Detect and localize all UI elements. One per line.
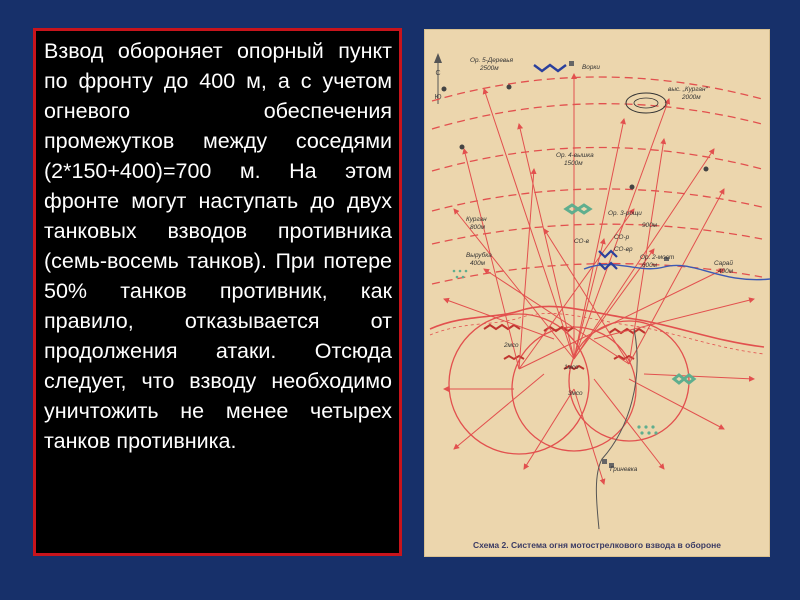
- label-or5-dist: 2500м: [480, 65, 499, 72]
- enemy-position-icon: [534, 65, 566, 71]
- text-panel: [33, 28, 402, 556]
- label-so-p: СО-р: [614, 234, 630, 241]
- north-mark: С: [435, 70, 441, 77]
- label-or4-dist: 1500м: [564, 160, 583, 167]
- label-or2-dist: 600м: [642, 262, 658, 269]
- south-mark: Ю: [434, 94, 442, 101]
- label-or4: Ор. 4-вышка: [556, 152, 594, 159]
- label-kurgan-high-dist: 2000м: [682, 94, 701, 101]
- label-vyrubka: Вырубка: [466, 252, 492, 259]
- label-vorki: Ворки: [582, 64, 600, 71]
- scheme-caption: Схема 2. Система огня мотострелкового взвода в обороне: [472, 540, 722, 550]
- road: [596, 329, 637, 529]
- label-grinevka: Гриневка: [610, 466, 638, 473]
- label-pos3: 3мсо: [568, 390, 583, 397]
- label-saray-dist: 400м: [718, 268, 734, 275]
- label-so-v: СО-в: [574, 238, 589, 245]
- shrub-icons: [453, 270, 658, 435]
- label-or3: Ор. 3-рощи: [608, 210, 642, 217]
- scheme-drawing: [424, 29, 770, 557]
- label-or3-dist: 900м: [642, 222, 658, 229]
- label-or2: Ор. 2-мост: [640, 254, 675, 261]
- label-saray: Сарай: [714, 260, 733, 267]
- hill-kurgan-marker: [626, 93, 666, 113]
- river: [584, 265, 770, 280]
- fire-lines: [444, 74, 754, 484]
- label-kurgan-dist: 800м: [470, 224, 486, 231]
- label-vyrubka-dist: 400м: [470, 260, 486, 267]
- label-pos1: 1мсо: [564, 364, 579, 371]
- body-text: Взвод обороняет опорный пункт по фронту до 400 м, а с учетом огневого обеспечения промежутков между соседями (2*150+400)=700 м. На этом фронте могут наступать до двух танковых взводов противника (семь-восемь танков). При потере 50% танков противник, как правило, отказывается от продолжения атаки. Отсюда следует, что взводу необходимо уничтожить не менее четырех танков противника.: [44, 39, 392, 453]
- label-kurgan-high: выс. „Курган“: [668, 86, 708, 93]
- label-so-vr: СО-вр: [614, 246, 633, 253]
- label-kurgan: Курган: [466, 216, 487, 223]
- label-or5: Ор. 5-Деревья: [470, 57, 514, 64]
- label-pos2: 2мсо: [504, 342, 519, 349]
- fire-system-scheme: [424, 29, 770, 557]
